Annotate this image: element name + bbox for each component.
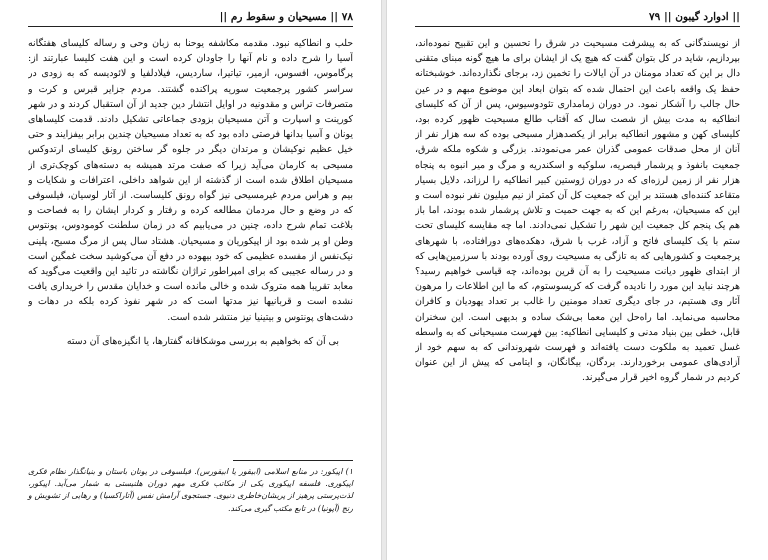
page-header: || ادوارد گیبون || ۷۹ (415, 10, 740, 27)
page-body (28, 36, 353, 349)
footnote: ۱) اپیکور: در منابع اسلامی (ابیقور یا ابیقورس). فیلسوفی در یونان باستان و بنیانگذار نظام فکری اپیکوری. فلسفه اپیکوری یکی از مکاتب فکری مهم دوران هلنیستی به شمار می‌آید. اپیکور، لذت‌پرستی پرهیز از پریشان‌خاطری دنیوی. جستجوی آرامش نفس (آتاراکسیا) و رهایی از تشویش و رنج (آپونیا) در تابع مکتب گیری می‌کند. (28, 467, 353, 513)
paragraph: از نویسندگانی که به پیشرفت مسیحیت در شرق را تحسین و این تقبیح نموده‌اند، بپردازیم، شاید در کل بتوان گفت که هیچ یک از ایشان برای ما هیچ گونه مبنای متقنی دال بر این که تعداد مومنان در آن ایالات را تخمین زد، برجای نگذارده‌اند. خوشبختانه حفظ یک واقعه باعث این احتمال شده که بتوان ابعاد این موضوع مبهم و در عین حال جالب را آشکار نمود. در دوران زمامداری تئودوسیوس، پس از آن که کلیسای انطاکیه به مدت بیش از شصت سال که آفتاب طالع مسیحیت ظهور کرده بود، کلیسای کهن و مشهور انطاکیه برابر از یکصدهزار مسیحی بوده که سه هزار نفر از آنان از محل صدقات عمومی گذران عمر می‌نمودند. بزرگی و شکوه ملکه شرق، جمعیت بانفوذ و پرشمار قیصریه، سلوکیه و اسکندریه و مرگ و میر انبوه به پنجاه هزار نفر از زمین لرزه‌ای که در دوران ژوستین کبیر انطاکیه را لرزاند، دلایل بسیار متقاعد کننده‌ای هستند بر این که جمعیت کل آن کمتر از نیم میلیون نفر نبوده است و این که مسیحیان، به‌رغم این که به جهت حمیت و تلاش پرشمار شده بودند، اما باز هم یک پنجم کل جمعیت این شهر را تشکیل نمی‌دادند. اما چه مقایسه کلیسای تحت ستم با یک کلیسای فاتح و آزاد، غرب با شرق، دهکده‌های دورافتاده، با شهرهای پرجمعیت و کشورهایی که به تازگی به مسیحیت روی آورده بودند با سرزمین‌هایی که از ابتدای ظهور دیانت مسیحیت را به آن قرین بوده‌اند، چه قیاسی خواهیم رسید؟ هرچند نباید این مورد را نادیده گرفت که کریسوستوم، که ما این اطلاعات را مرهون آثار وی هستیم، در جای دیگری تعداد مومنین را غالب بر تعداد یهودیان و کافران محاسبه می‌نماید. اما راه‌حل این معما بی‌شک ساده و بدیهی است. این سخنران قابل، خطی بین بنیاد مدنی و کلیسایی انطاکیه: بین فهرست مسیحیانی که به واسطه غسل تعمید به ملکوت دست یافته‌اند و فهرست شهروندانی که به سهم خود از آزادی‌های عمومی برخوردارند. بردگان، بیگانگان، و ایتامی که پیش از این عنوان کردیم در شمار گروه اخیر قرار می‌گیرند. (415, 38, 740, 384)
paragraph: حلب و انطاکیه نبود. مقدمه مکاشفه یوحنا به زبان وحی و رساله کلیسای هفتگانه آسیا را شرح داده و نام آنها را جاودان کرده است و این هفت کلیسا عبارتند از: پرگاموس، افسوس، ازمیر، تیاتیرا، ساردیس، فیلادلفیا و لائودیسه که به زودی در سراسر کشور پرجمعیت سوریه پراکنده گشتند. مردم جزایر قبرس و کرت و متصرفات تراس و مقدونیه در اوایل انتشار دین جدید از آن استقبال کردند و در شهر کورینت و اسپارت و آتن مسیحیان بزودی جماعاتی تشکیل دادند. قدمت کلیساهای یونان و آسیا بدانها فرصتی داده بود که به تعداد مسیحیان چندین برابر بیفزایند و حتی خیل عظیم نوکیشان و مرتدان دیگر در جلوه گر ساختن رونق کلیسای ارتدوکس مسیحی به کارمان می‌آید زیرا که صفت مرتد همیشه به دسته‌های کوچک‌تری از مسیحیان اطلاق شده است از گذشته از این شواهد داخلی، اعترافات و شکایات و بیم و هراس مردم غیرمسیحی نیز گواه رونق کلیساست. از آثار لوسیان، فیلسوفی که در وضع و حال مردمان مطالعه کرده و رفتار و کردار ایشان را به فصاحت و بلاغت تمام شرح داده، چنین در می‌یابیم که در زمان سلطنت کومودوس، پونتوس وطن او پر شده بود از اپیکوریان و مسیحیان. هشتاد سال پس از مرگ مسیح، پلینی نیک‌نفس از مفسده عظیمی که خود بیهوده در دفع آن می‌کوشید سخت غمگین است و در رساله عجیبی که برای امپراطور تراژان نگاشته در تائید این واقعیت می‌گوید که معابد تقریبا همه متروک شده و خالی مانده است و خدایان مقدس را خریداری یافت نشده است و قربانیها نیز مدتها است که در شهر نفوذ کرده بلکه در دهات و دشت‌های پونتوس و بیتینیا نیز منتشر شده است. (28, 38, 353, 323)
page-body (415, 36, 740, 386)
left-page (0, 0, 382, 560)
footnote-rule (233, 460, 353, 461)
paragraph: بی آن که بخواهیم به بررسی موشکافانه گفتارها، یا انگیزه‌های آن دسته (66, 335, 339, 347)
right-page (386, 0, 768, 560)
page-header: ۷۸ || مسیحیان و سقوط رم || (28, 10, 353, 27)
